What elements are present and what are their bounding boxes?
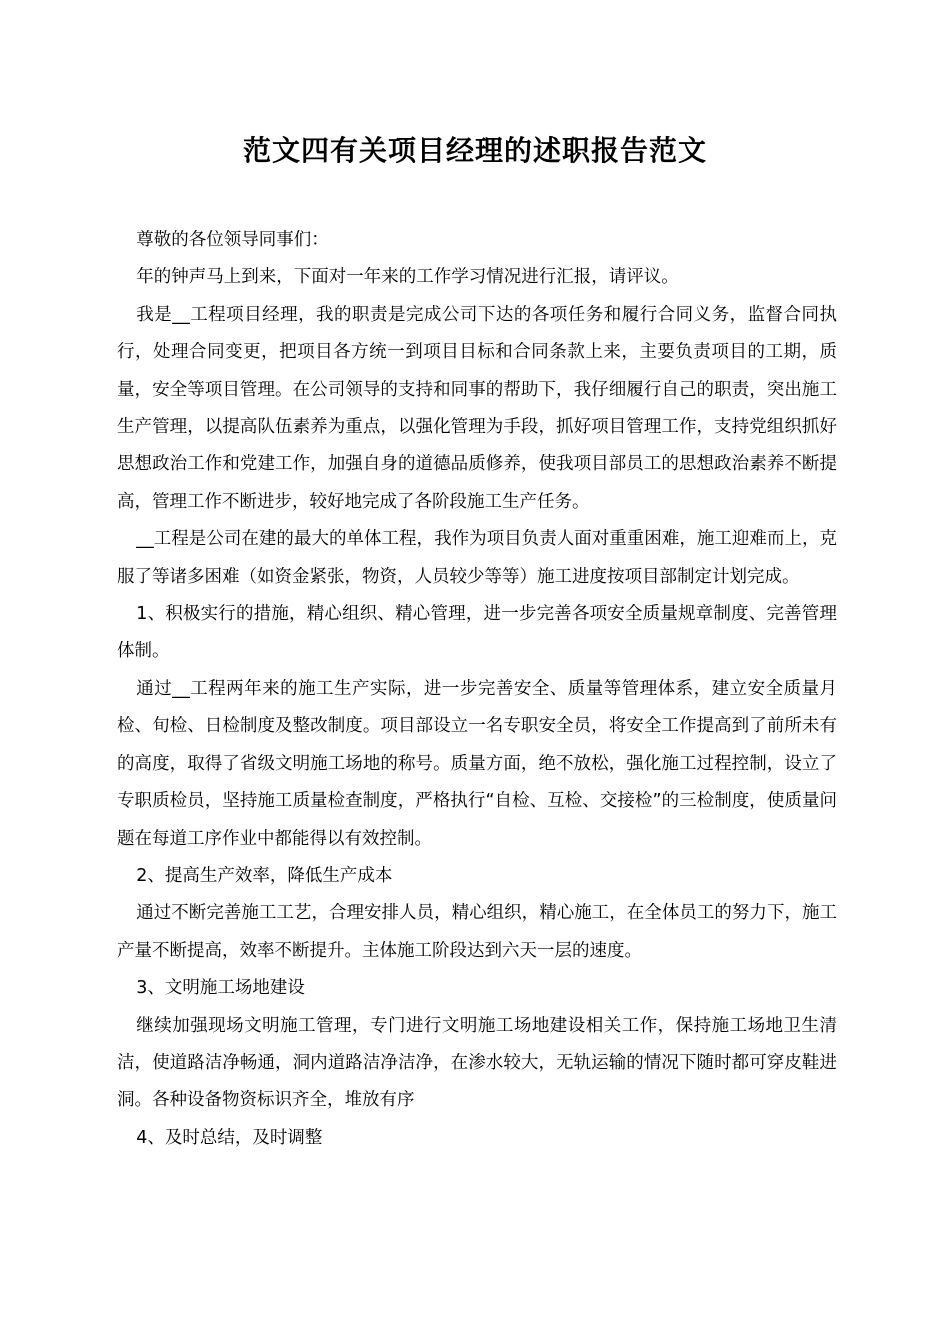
document-title: 范文四有关项目经理的述职报告范文 bbox=[242, 134, 707, 167]
section-heading-1: 1、积极实行的措施，精心组织、精心管理，进一步完善各项安全质量规章制度、完善管理体制。 bbox=[117, 604, 837, 662]
section-heading-2: 2、提高生产效率，降低生产成本 bbox=[136, 865, 393, 886]
safety-quality-paragraph: 通过__工程两年来的施工生产实际，进一步完善安全、质量等管理体系，建立安全质量月检、旬检、日检制度及整改制度。项目部设立一名专职安全员，将安全工作提高到了前所未有的高度，取得了省级文明施工场地的称号。质量方面，绝不放松，强化施工过程控制，设立了专职质检员，坚持施工质量检查制度，严格执行“自检、互检、交接检”的三检制度，使质量问题在每道工序作业中都能得以有效控制。 bbox=[117, 678, 837, 849]
section-heading-3: 3、文明施工场地建设 bbox=[136, 978, 305, 999]
civilized-site-paragraph: 继续加强现场文明施工管理，专门进行文明施工场地建设相关工作，保持施工场地卫生清洁，使道路洁净畅通，洞内道路洁净洁净，在渗水较大，无轨运输的情况下随时都可穿皮鞋进洞。各种设备物资标识齐全，堆放有序 bbox=[117, 1015, 837, 1111]
efficiency-paragraph: 通过不断完善施工工艺，合理安排人员，精心组织，精心施工，在全体员工的努力下，施工产量不断提高，效率不断提升。主体施工阶段达到六天一层的速度。 bbox=[117, 903, 837, 961]
intro-paragraph: 年的钟声马上到来，下面对一年来的工作学习情况进行汇报，请评议。 bbox=[136, 267, 679, 288]
salutation-paragraph: 尊敬的各位领导同事们： bbox=[136, 230, 329, 250]
document-body bbox=[117, 222, 837, 1157]
duties-paragraph: 我是__工程项目经理，我的职责是完成公司下达的各项任务和履行合同义务，监督合同执行，处理合同变更，把项目各方统一到项目目标和合同条款上来，主要负责项目的工期，质量，安全等项目管理。在公司领导的支持和同事的帮助下，我仔细履行自己的职责，突出施工生产管理，以提高队伍素养为重点，以强化管理为手段，抓好项目管理工作，支持党组织抓好思想政治工作和党建工作，加强自身的道德品质修养，使我项目部员工的思想政治素养不断提高，管理工作不断进步，较好地完成了各阶段施工生产任务。 bbox=[117, 304, 837, 512]
project-paragraph: __工程是公司在建的最大的单体工程，我作为项目负责人面对重重困难，施工迎难而上，克服了等诸多困难（如资金紧张，物资，人员较少等等）施工进度按项目部制定计划完成。 bbox=[117, 529, 837, 587]
section-heading-4: 4、及时总结，及时调整 bbox=[136, 1127, 323, 1148]
